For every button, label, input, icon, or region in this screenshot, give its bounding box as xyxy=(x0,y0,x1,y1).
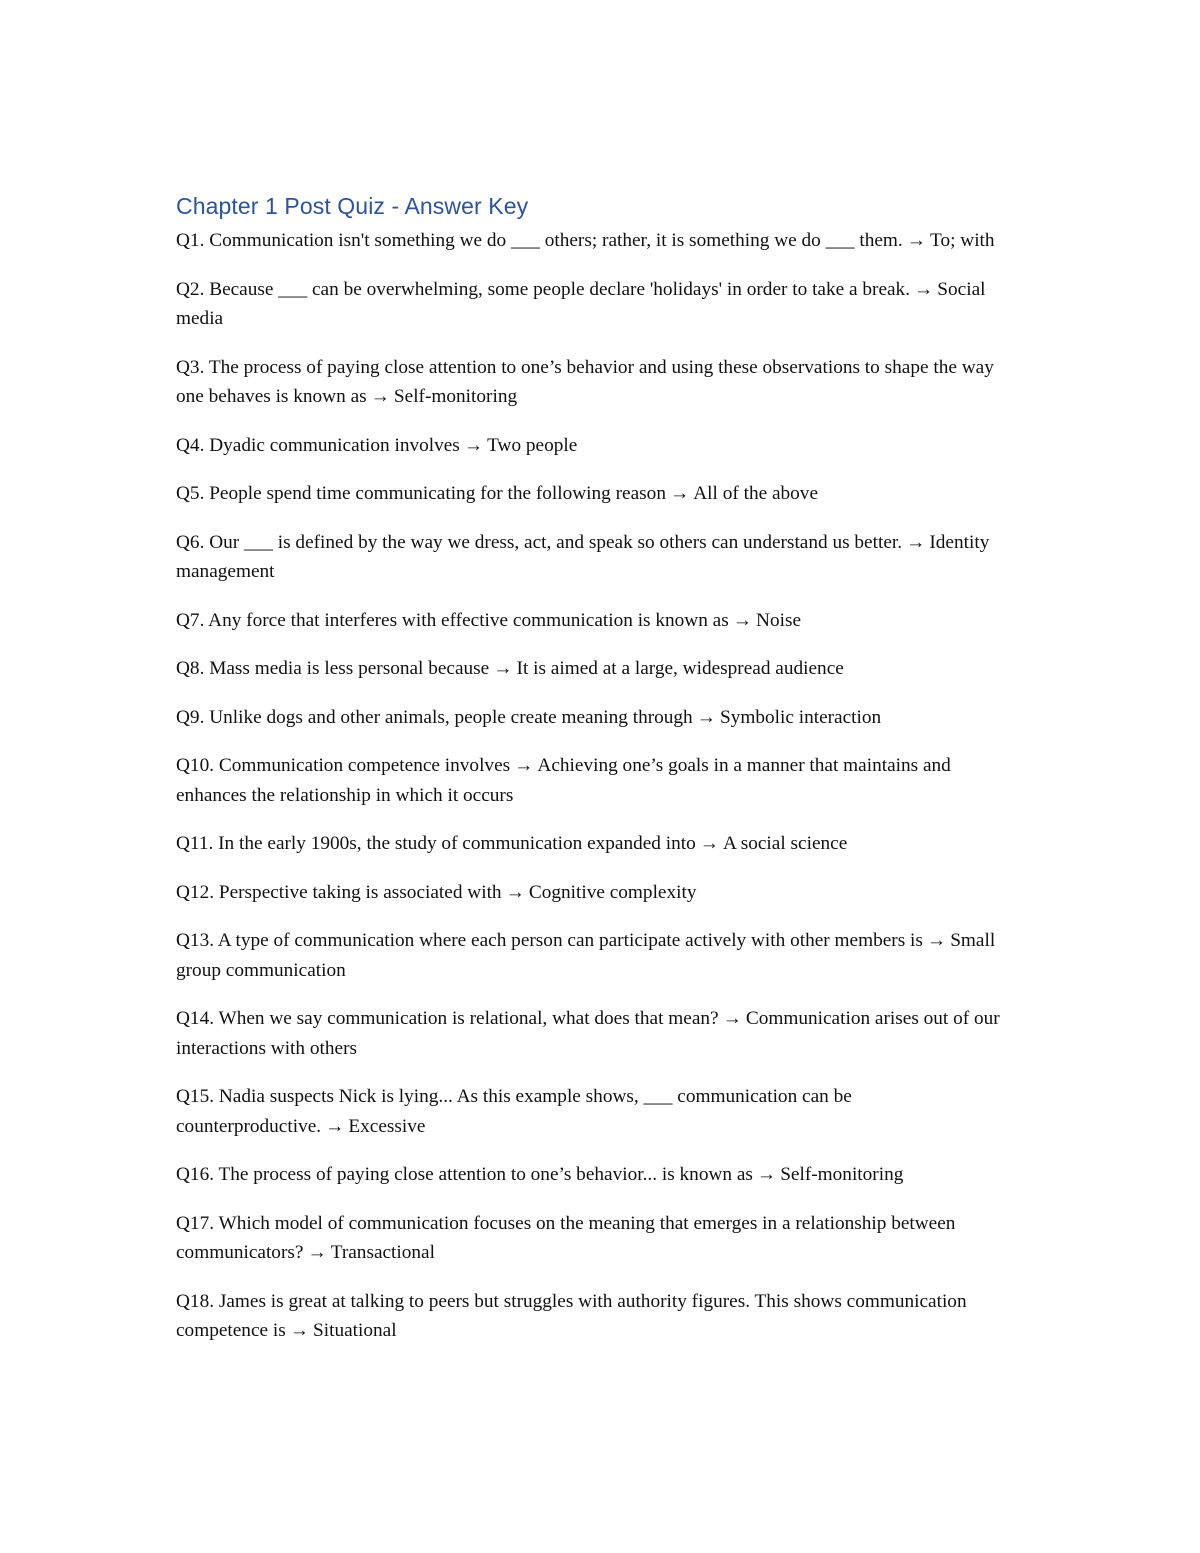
question-answer-item xyxy=(176,431,1026,461)
question-text: Q4. Dyadic communication involves xyxy=(176,434,460,456)
question-text: Q17. Which model of communication focuses on the meaning that emerges in a relationship between communicators? xyxy=(176,1212,956,1263)
question-text: Q10. Communication competence involves xyxy=(176,755,511,776)
question-answer-item xyxy=(176,353,1026,412)
arrow-icon: → xyxy=(307,1242,327,1263)
arrow-icon: → xyxy=(325,1115,345,1137)
arrow-icon: → xyxy=(370,386,390,407)
answer-text: Communication arises out of our interactions with others xyxy=(176,1008,1000,1059)
question-text: Q18. James is great at talking to peers but struggles with authority figures. This shows communication competence is xyxy=(176,1290,967,1341)
arrow-icon: → xyxy=(722,1008,742,1029)
question-answer-item xyxy=(176,878,1026,908)
answer-text: Two people xyxy=(487,434,578,456)
answer-text: A social science xyxy=(723,833,848,854)
answer-text: To; with xyxy=(930,230,995,251)
arrow-icon: → xyxy=(756,1164,777,1185)
question-answer-item xyxy=(176,926,1026,985)
arrow-icon: → xyxy=(505,881,525,903)
question-answer-list xyxy=(176,226,1026,1346)
question-answer-item xyxy=(176,528,1026,587)
question-answer-item xyxy=(176,606,1026,636)
arrow-icon: → xyxy=(906,531,926,553)
answer-text: Noise xyxy=(756,609,802,631)
answer-text: Symbolic interaction xyxy=(719,706,882,728)
question-text: Q11. In the early 1900s, the study of communication expanded into xyxy=(176,833,696,854)
question-text: Q1. Communication isn't something we do ___ others; rather, it is something we do ___ them. xyxy=(176,230,903,251)
question-answer-item xyxy=(176,1287,1026,1346)
question-text: Q9. Unlike dogs and other animals, people create meaning through xyxy=(176,706,693,728)
answer-text: All of the above xyxy=(693,483,819,504)
question-answer-item xyxy=(176,654,1026,684)
answer-text: Identity management xyxy=(176,531,990,582)
question-answer-item xyxy=(176,703,1026,733)
answer-text: Excessive xyxy=(348,1115,426,1137)
answer-text: Achieving one’s goals in a manner that maintains and enhances the relationship in which it occurs xyxy=(176,755,951,806)
question-answer-item xyxy=(176,1082,1026,1141)
arrow-icon: → xyxy=(699,833,720,854)
arrow-icon: → xyxy=(493,658,513,679)
arrow-icon: → xyxy=(289,1320,310,1341)
question-text: Q16. The process of paying close attention to one’s behavior... is known as xyxy=(176,1164,753,1185)
question-text: Q6. Our ___ is defined by the way we dress, act, and speak so others can understand us better. xyxy=(176,531,903,553)
arrow-icon: → xyxy=(696,706,716,728)
question-answer-item xyxy=(176,751,1026,810)
question-text: Q15. Nadia suspects Nick is lying... As this example shows, ___ communication can be counterproductive. xyxy=(176,1086,852,1137)
answer-text: Small group communication xyxy=(176,930,996,981)
answer-text: Self-monitoring xyxy=(780,1164,904,1185)
arrow-icon: → xyxy=(514,755,534,776)
arrow-icon: → xyxy=(463,434,484,456)
question-text: Q8. Mass media is less personal because xyxy=(176,658,490,679)
answer-text: Situational xyxy=(313,1320,397,1341)
question-answer-item xyxy=(176,226,1026,256)
question-text: Q13. A type of communication where each person can participate actively with other members is xyxy=(176,930,923,951)
arrow-icon: → xyxy=(914,278,934,300)
question-text: Q3. The process of paying close attention to one’s behavior and using these observations to shape the way one behaves is known as xyxy=(176,356,994,407)
question-answer-item xyxy=(176,829,1026,859)
question-text: Q5. People spend time communicating for the following reason xyxy=(176,483,666,504)
document-page xyxy=(176,190,1026,1365)
answer-text: Self-monitoring xyxy=(393,386,518,407)
question-text: Q12. Perspective taking is associated with xyxy=(176,881,502,903)
question-text: Q14. When we say communication is relational, what does that mean? xyxy=(176,1008,719,1029)
answer-text: Social media xyxy=(176,278,986,329)
arrow-icon: → xyxy=(669,483,690,504)
arrow-icon: → xyxy=(906,230,927,251)
question-answer-item xyxy=(176,1004,1026,1063)
answer-text: Transactional xyxy=(330,1242,435,1263)
answer-text: It is aimed at a large, widespread audience xyxy=(516,658,844,679)
arrow-icon: → xyxy=(732,609,753,631)
question-text: Q2. Because ___ can be overwhelming, some people declare 'holidays' in order to take a break. xyxy=(176,278,911,300)
question-answer-item xyxy=(176,1209,1026,1268)
question-answer-item xyxy=(176,479,1026,509)
arrow-icon: → xyxy=(926,930,947,951)
question-answer-item xyxy=(176,275,1026,334)
question-answer-item xyxy=(176,1160,1026,1190)
document-title: Chapter 1 Post Quiz - Answer Key xyxy=(176,193,529,219)
answer-text: Cognitive complexity xyxy=(528,881,697,903)
question-text: Q7. Any force that interferes with effective communication is known as xyxy=(176,609,729,631)
